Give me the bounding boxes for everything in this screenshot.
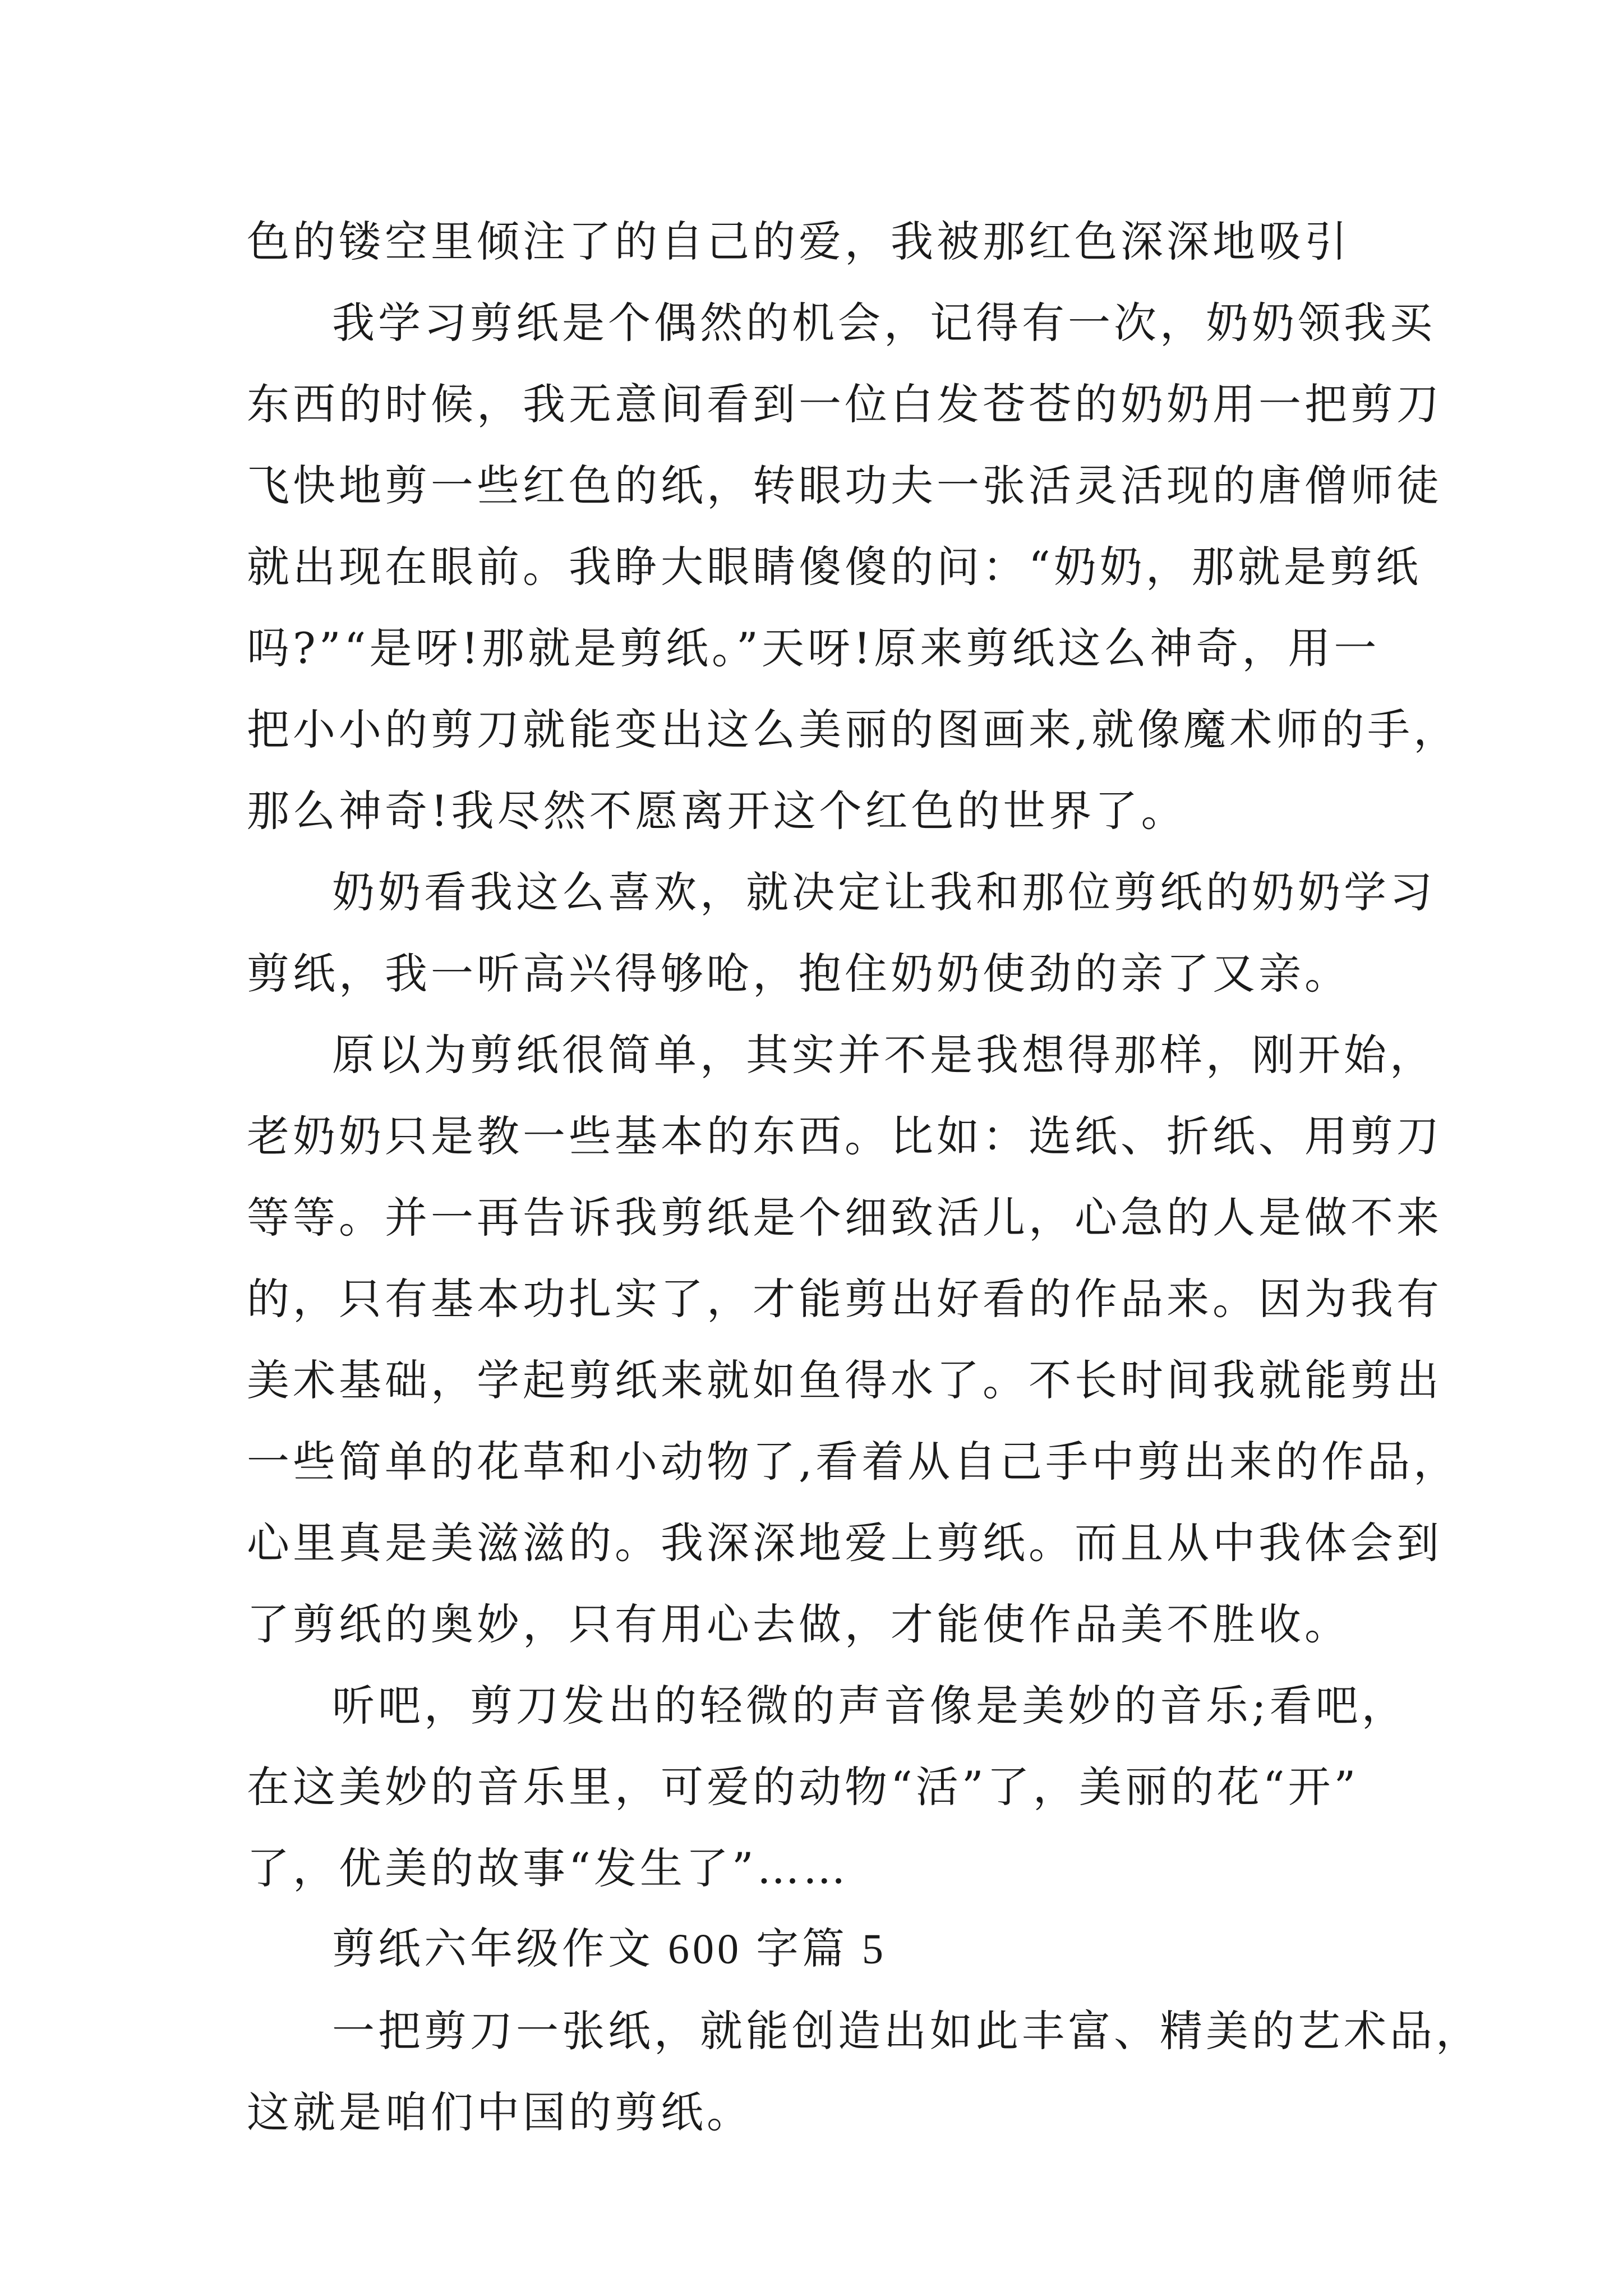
- text-line: 等等。并一再告诉我剪纸是个细致活儿，心急的人是做不来: [247, 1193, 1442, 1243]
- text-line: 这就是咱们中国的剪纸。: [247, 2087, 753, 2137]
- section-heading: 剪纸六年级作文 600 字篇 5: [332, 1926, 887, 1973]
- text-line: 把小小的剪刀就能变出这么美丽的图画来,就像魔术师的手，: [247, 705, 1460, 754]
- text-line: 剪纸，我一听高兴得够呛，抱住奶奶使劲的亲了又亲。: [247, 949, 1350, 999]
- paragraph-start: 原以为剪纸很简单，其实并不是我想得那样，刚开始，: [332, 1030, 1436, 1080]
- text-line: 色的镂空里倾注了的自己的爱，我被那红色深深地吸引: [247, 217, 1350, 266]
- text-line: 心里真是美滋滋的。我深深地爱上剪纸。而且从中我体会到: [247, 1518, 1442, 1568]
- text-line: 在这美妙的音乐里，可爱的动物“活”了，美丽的花“开”: [247, 1762, 1359, 1812]
- text-line: 东西的时候，我无意间看到一位白发苍苍的奶奶用一把剪刀: [247, 379, 1442, 429]
- text-line: 那么神奇!我尽然不愿离开这个红色的世界了。: [247, 786, 1187, 836]
- text-line: 吗?”“是呀!那就是剪纸。”天呀!原来剪纸这么神奇，用一: [247, 623, 1380, 673]
- paragraph-start: 我学习剪纸是个偶然的机会，记得有一次，奶奶领我买: [332, 298, 1436, 348]
- text-line: 美术基础，学起剪纸来就如鱼得水了。不长时间我就能剪出: [247, 1355, 1442, 1405]
- paragraph-start: 听吧，剪刀发出的轻微的声音像是美妙的音乐;看吧，: [332, 1681, 1408, 1731]
- text-line: 的，只有基本功扎实了，才能剪出好看的作品来。因为我有: [247, 1274, 1442, 1324]
- text-line: 了剪纸的奥妙，只有用心去做，才能使作品美不胜收。: [247, 1599, 1350, 1649]
- text-line: 飞快地剪一些红色的纸，转眼功夫一张活灵活现的唐僧师徒: [247, 461, 1442, 510]
- paragraph-start: 一把剪刀一张纸，就能创造出如此丰富、精美的艺术品，: [332, 2006, 1482, 2056]
- document-body: [247, 201, 1482, 2153]
- text-line: 一些简单的花草和小动物了,看着从自己手中剪出来的作品，: [247, 1437, 1460, 1487]
- text-line: 了，优美的故事“发生了”……: [247, 1843, 849, 1893]
- text-line: 老奶奶只是教一些基本的东西。比如：选纸、折纸、用剪刀: [247, 1111, 1442, 1161]
- paragraph-start: 奶奶看我这么喜欢，就决定让我和那位剪纸的奶奶学习: [332, 867, 1436, 917]
- text-line: 就出现在眼前。我睁大眼睛傻傻的问：“奶奶，那就是剪纸: [247, 542, 1422, 592]
